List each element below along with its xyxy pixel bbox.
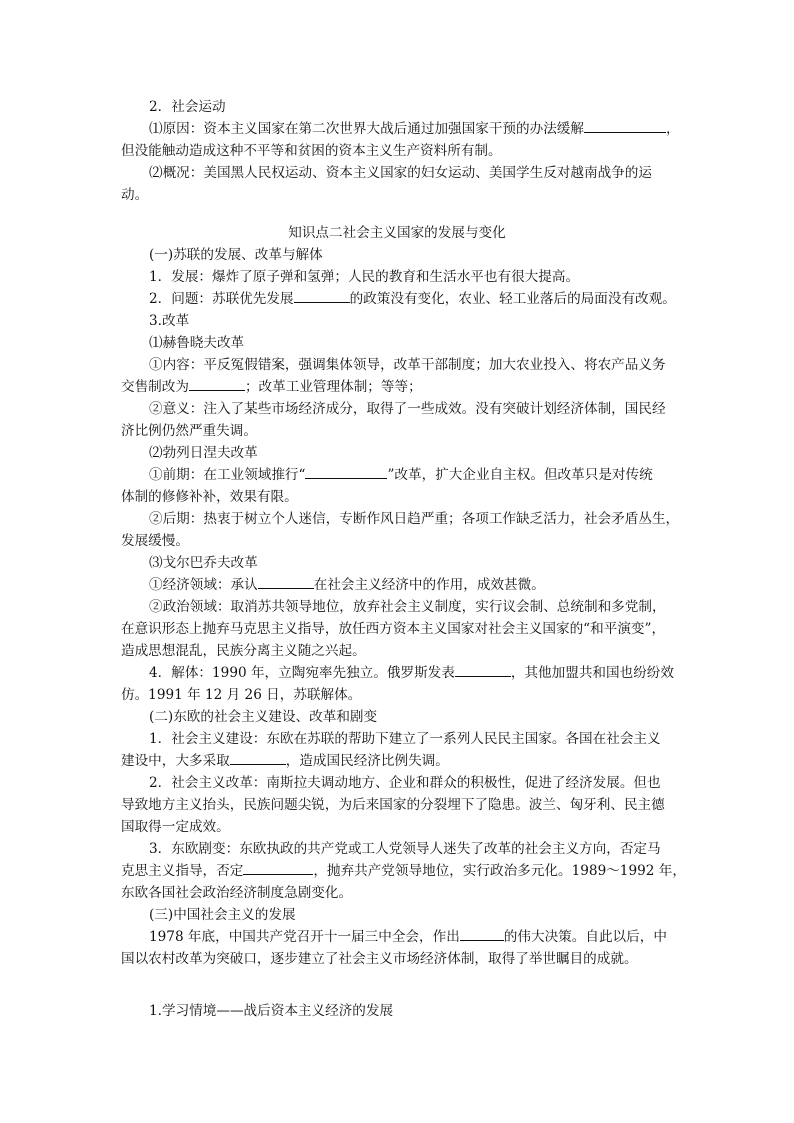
- line-text: (三)中国社会主义的发展: [149, 907, 296, 923]
- line-text: 知识点二社会主义国家的发展与变化: [288, 225, 506, 241]
- fill-in-blank[interactable]: [460, 927, 504, 941]
- line-text: ⑵概况：美国黑人民权运动、资本主义国家的妇女运动、美国学生反对越南战争的运: [149, 165, 652, 181]
- line-text: ②意义：注入了某些市场经济成分，取得了一些成效。没有突破计划经济体制，国民经: [149, 401, 666, 417]
- line-text: ⑴原因：资本主义国家在第二次世界大战后通过加强国家干预的办法缓解: [149, 121, 584, 137]
- line-5: [121, 184, 681, 206]
- line-text: 东欧各国社会政治经济制度急剧变化。: [121, 885, 353, 901]
- line-text: 2．社会主义改革：南斯拉夫调动地方、企业和群众的积极性，促进了经济发展。但也: [149, 775, 661, 791]
- line-text: 在意识形态上抛弃马克思主义指导，放任西方资本主义国家对社会主义国家的“和平演变”，: [121, 621, 666, 637]
- line-29: [149, 728, 709, 750]
- fill-in-blank[interactable]: [189, 377, 245, 391]
- line-33: [121, 816, 681, 838]
- line-text: ②后期：热衷于树立个人迷信，专断作风日趋严重；各项工作缺乏活力，社会矛盾丛生，: [149, 511, 680, 527]
- fill-in-blank[interactable]: [455, 663, 511, 677]
- line-26: [149, 662, 709, 684]
- line-text-after: 的政策没有变化，农业、轻工业落后的局面没有改观。: [349, 291, 676, 307]
- line-40: [149, 1000, 709, 1022]
- line-17: [149, 464, 709, 486]
- line-13: [121, 376, 681, 398]
- line-15: [121, 420, 681, 442]
- line-7: [149, 244, 709, 266]
- line-text: 体制的修修补补，效果有限。: [121, 489, 298, 505]
- fill-in-blank[interactable]: [305, 465, 387, 479]
- line-text: 动。: [121, 187, 149, 203]
- line-4: [149, 162, 709, 184]
- line-24: [121, 618, 681, 640]
- section-heading: [0, 222, 794, 244]
- line-text: ⑶戈尔巴乔夫改革: [149, 555, 258, 571]
- line-22: [149, 574, 709, 596]
- line-32: [121, 794, 681, 816]
- line-9: [149, 288, 709, 310]
- line-text-after: ”改革，扩大企业自主权。但改革只是对传统: [387, 467, 653, 483]
- line-text: 仿。1991 年 12 月 26 日，苏联解体。: [121, 687, 362, 703]
- line-text: 1.学习情境——战后资本主义经济的发展: [149, 1003, 394, 1019]
- line-25: [121, 640, 681, 662]
- line-11: [149, 332, 709, 354]
- line-text: ⑴赫鲁晓夫改革: [149, 335, 245, 351]
- line-text: 交售制改为: [121, 379, 189, 395]
- line-14: [149, 398, 709, 420]
- line-2: [149, 118, 709, 140]
- line-text: (二)东欧的社会主义建设、改革和剧变: [149, 709, 378, 725]
- line-36: [121, 882, 681, 904]
- line-text: ⑵勃列日涅夫改革: [149, 445, 258, 461]
- line-3: [121, 140, 681, 162]
- line-text: ①前期：在工业领域推行“: [149, 467, 306, 483]
- line-text: 造成思想混乱，民族分离主义随之兴起。: [121, 643, 366, 659]
- line-text-after: ；改革工业管理体制；等等；: [244, 379, 422, 395]
- line-text: 2．社会运动: [149, 99, 226, 115]
- line-8: [149, 266, 709, 288]
- line-30: [121, 750, 681, 772]
- line-19: [149, 508, 709, 530]
- line-39: [121, 948, 681, 970]
- line-text: 1．社会主义建设：东欧在苏联的帮助下建立了一系列人民民主国家。各国在社会主义: [149, 731, 661, 747]
- line-text: 但没能触动造成这种不平等和贫困的资本主义生产资料所有制。: [121, 143, 502, 159]
- line-20: [121, 530, 681, 552]
- line-text: 4．解体：1990 年，立陶宛率先独立。俄罗斯发表: [149, 665, 455, 681]
- line-text: 导致地方主义抬头，民族问题尖锐，为后来国家的分裂埋下了隐患。波兰、匈牙利、民主德: [121, 797, 665, 813]
- line-text: 3．东欧剧变：东欧执政的共产党或工人党领导人迷失了改革的社会主义方向，否定马: [149, 841, 661, 857]
- line-text: ②政治领域：取消苏共领导地位，放弃社会主义制度，实行议会制、总统制和多党制，: [149, 599, 666, 615]
- line-text: 2．问题：苏联优先发展: [149, 291, 294, 307]
- line-28: [149, 706, 709, 728]
- line-10: [149, 310, 709, 332]
- line-12: [149, 354, 709, 376]
- line-23: [149, 596, 709, 618]
- line-38: [149, 926, 709, 948]
- line-34: [149, 838, 709, 860]
- line-1: [149, 96, 709, 118]
- line-text: 国取得一定成效。: [121, 819, 230, 835]
- fill-in-blank[interactable]: [230, 751, 286, 765]
- line-text: 建设中，大多采取: [121, 753, 230, 769]
- line-text: 3.改革: [149, 313, 190, 329]
- fill-in-blank[interactable]: [294, 289, 350, 303]
- line-text: 发展缓慢。: [121, 533, 189, 549]
- line-text: 1978 年底，中国共产党召开十一届三中全会，作出: [149, 929, 460, 945]
- line-text: 克思主义指导，否定: [121, 863, 244, 879]
- line-text: 1．发展：爆炸了原子弹和氢弹；人民的教育和生活水平也有很大提高。: [149, 269, 580, 285]
- line-31: [149, 772, 709, 794]
- fill-in-blank[interactable]: [258, 575, 314, 589]
- line-text: 国以农村改革为突破口，逐步建立了社会主义市场经济体制，取得了举世瞩目的成就。: [121, 951, 638, 967]
- line-text: (一)苏联的发展、改革与解体: [149, 247, 323, 263]
- fill-in-blank[interactable]: [584, 119, 666, 133]
- line-text-after: 在社会主义经济中的作用，成效甚微。: [313, 577, 545, 593]
- line-27: [121, 684, 681, 706]
- line-18: [121, 486, 681, 508]
- line-16: [149, 442, 709, 464]
- line-37: [149, 904, 709, 926]
- line-text-after: ，造成国民经济比例失调。: [285, 753, 449, 769]
- line-text: 济比例仍然严重失调。: [121, 423, 257, 439]
- line-text-after: ，: [666, 121, 680, 137]
- line-text-after: ，其他加盟共和国也纷纷效: [510, 665, 674, 681]
- line-35: [121, 860, 686, 882]
- line-21: [149, 552, 709, 574]
- fill-in-blank[interactable]: [243, 861, 313, 875]
- line-text-after: ，抛弃共产党领导地位，实行政治多元化。1989～1992 年，: [313, 863, 686, 879]
- line-text: ①内容：平反冤假错案，强调集体领导，改革干部制度；加大农业投入、将农产品义务: [149, 357, 666, 373]
- line-text-after: 的伟大决策。自此以后，中: [503, 929, 667, 945]
- line-text: ①经济领域：承认: [149, 577, 258, 593]
